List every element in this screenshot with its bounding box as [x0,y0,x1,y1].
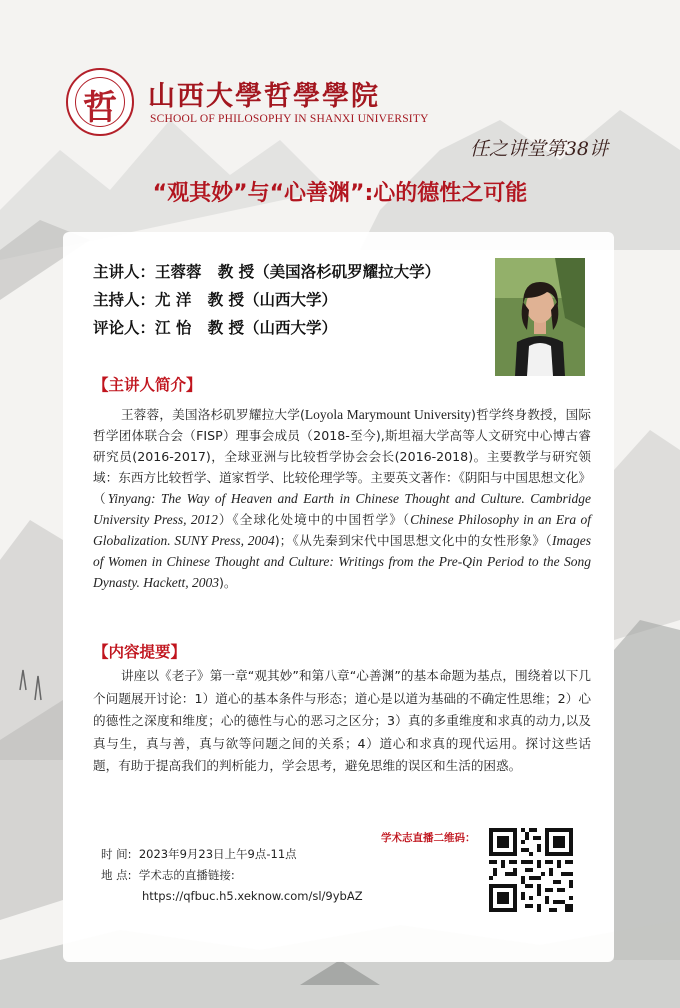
livestream-link[interactable]: https://qfbuc.h5.xeknow.com/sl/9ybAZ [142,889,363,903]
header [66,68,626,138]
speaker-row-commentator: 评论人：江 怡 教 授（山西大学） [93,319,338,337]
school-name-chinese: 山西大學哲學學院 [148,81,380,112]
event-time: 时 间: 2023年9月23日上午9点-11点 [101,847,297,861]
speaker-row-main: 主讲人：王蓉蓉 教 授（美国洛杉矶罗耀拉大学） [93,263,441,281]
school-name-english: SCHOOL OF PHILOSOPHY IN SHANXI UNIVERSITY [150,113,429,125]
event-info [101,844,363,907]
qr-code[interactable] [489,828,573,912]
speaker-row-host: 主持人：尤 洋 教 授（山西大学） [93,291,338,309]
event-place: 地 点: 学术志的直播链接: [101,868,235,882]
content-card [63,232,614,962]
speaker-photo [495,258,585,376]
lecture-summary: 讲座以《老子》第一章“观其妙”和第八章“心善渊”的基本命题为基点，围绕着以下几个问题展开讨论：1）道心的基本条件与形态；道心是以道为基础的不确定性思维；2）心的德性之深度和维度；心的德性与心的恶习之区分；3）真的多重维度和求真的动力,以及真与生，真与善，真与欲等问题之间的关系；4）道心和求真的现代运用。探讨这些话题，有助于提高我们的判析能力，学会思考，避免思维的误区和生活的困惑。 [93,668,591,773]
lecture-series-label: 任之讲堂第38讲 [469,138,608,160]
lecture-title: “观其妙”与“心善渊”:心的德性之可能 [152,181,528,206]
speaker-list [93,260,493,344]
qr-code-label: 学术志直播二维码： [381,832,476,844]
summary-heading: 【内容提要】 [93,643,187,661]
bio-heading: 【主讲人简介】 [93,376,202,394]
seal-character: 哲 [83,88,117,128]
university-seal-logo [66,68,134,136]
speaker-bio: 王蓉蓉，美国洛杉矶罗耀拉大学(Loyola Marymount University)哲学终身教授，国际哲学团体联合会（FISP）理事会成员（2018-至今),斯坦福大学高等人文研究中心博古睿研究员(2016-2017)，全球亚洲与比较哲学协会会长(2016-2018)。主要教学与研究领域：东西方比较哲学、道家哲学、比较伦理学等。主要英文著作：《阴阳与中国思想文化》（Yinyang: The Way of Heaven and Earth in Chinese Thought and Culture. Cambridge University Press, 2012）《全球化处境中的中国哲学》（Chinese Philosophy in an Era of Globalization. SUNY Press, 2004)；《从先秦到宋代中国思想文化中的女性形象》（Images of Women in Chinese Thought and Culture: Writings from the Pre-Qin Period to the Song Dynasty. Hackett, 2003)。 [93,407,591,590]
